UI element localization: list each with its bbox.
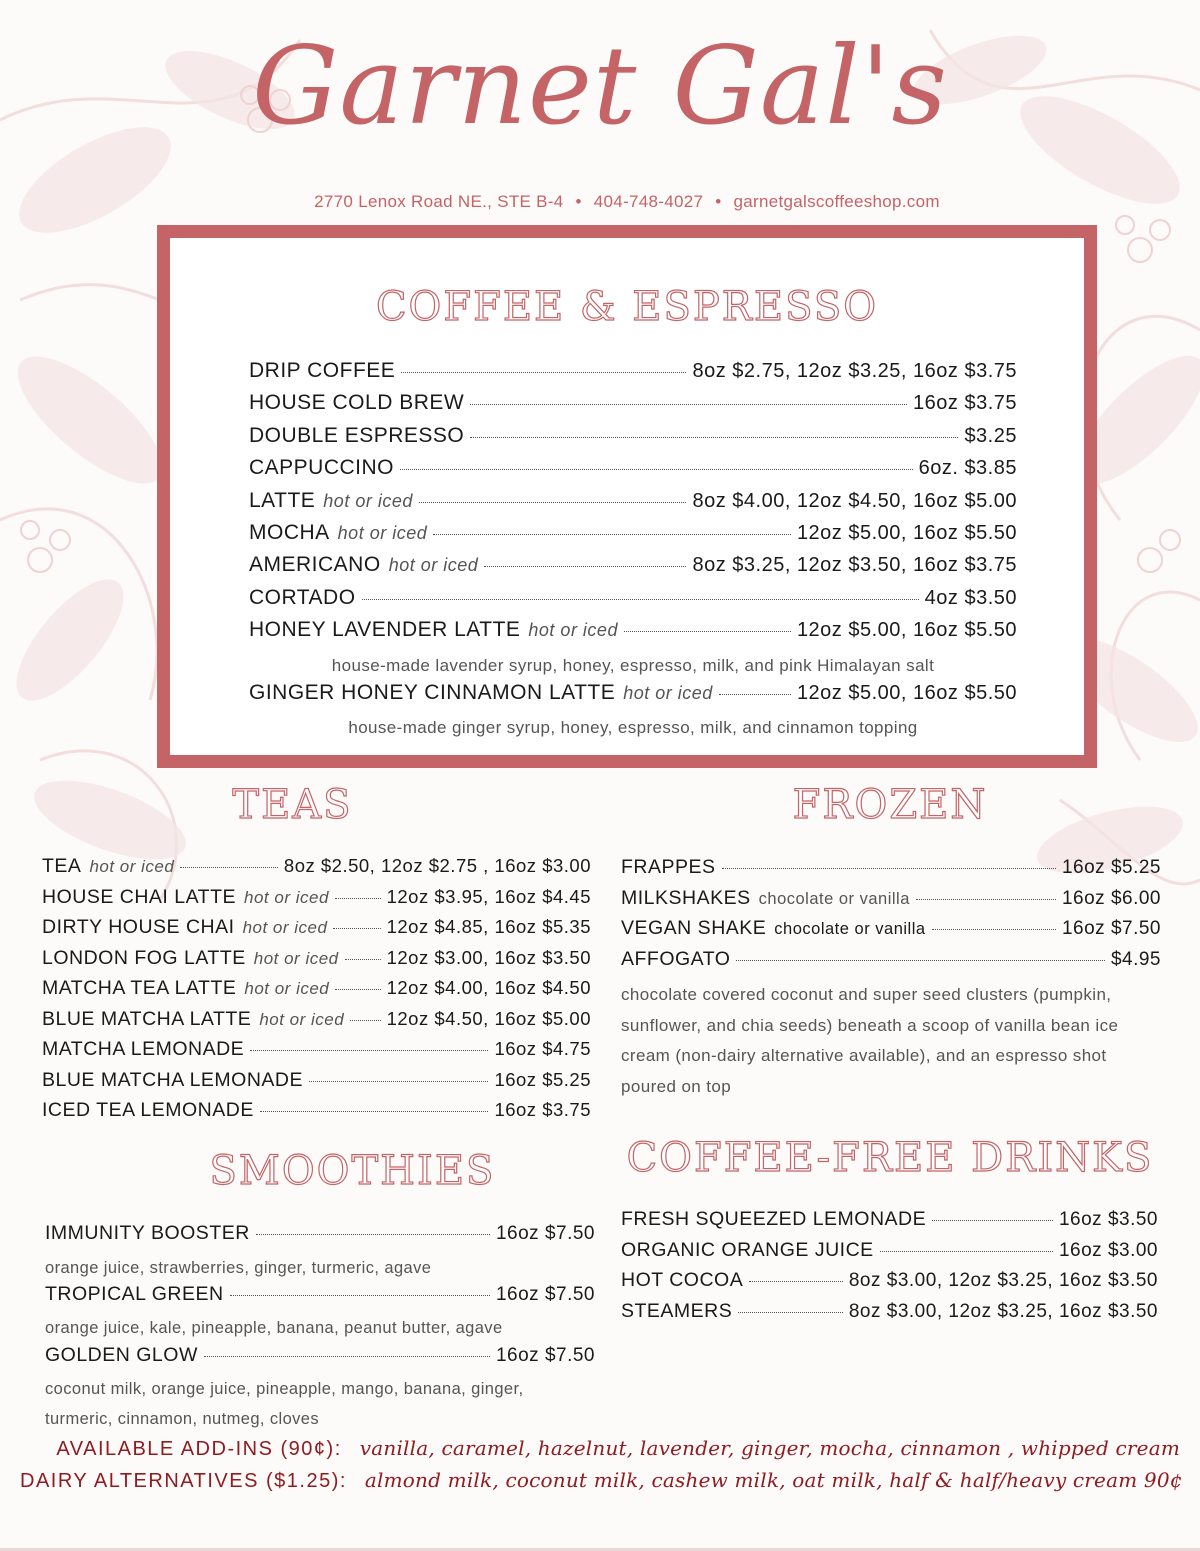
dairy-line <box>20 1468 1183 1500</box>
item-name: AMERICANO <box>249 553 381 577</box>
item-description: house-made ginger syrup, honey, espresso, milk, and cinnamon topping <box>348 717 918 737</box>
item-note: hot or iced <box>337 522 428 543</box>
item-price: 8oz $3.00, 12oz $3.25, 16oz $3.50 <box>848 1270 1158 1291</box>
leader-dots <box>401 372 686 373</box>
item-name: ICED TEA LEMONADE <box>42 1099 254 1121</box>
item-name: MILKSHAKES <box>621 886 751 909</box>
item-price: 8oz $2.50, 12oz $2.75 , 16oz $3.00 <box>283 855 591 876</box>
leader-dots <box>419 502 687 503</box>
item-price: 16oz $5.25 <box>494 1068 591 1090</box>
leader-dots <box>335 989 380 990</box>
smoothies-section-title: SMOOTHIES <box>209 1148 496 1194</box>
item-name: CORTADO <box>249 585 356 609</box>
item-name: TEA <box>42 855 82 877</box>
menu-item <box>621 1239 1158 1270</box>
item-name: ORGANIC ORANGE JUICE <box>621 1238 874 1261</box>
item-note: hot or iced <box>323 490 413 511</box>
item-price: 16oz $7.50 <box>495 1223 595 1244</box>
item-description: coconut milk, orange juice, pineapple, mango, banana, ginger, turmeric, cinnamon, nutmeg, cloves <box>45 1380 524 1429</box>
menu-item <box>621 856 1161 887</box>
item-name: HONEY LAVENDER LATTE <box>249 618 521 642</box>
addins-label: AVAILABLE ADD-INS (90¢): <box>56 1438 342 1460</box>
item-description: chocolate covered coconut and super seed clusters (pumpkin, sunflower, and chia seeds) beneath a scoop of vanilla bean ice cream (non-dairy alternative available), and an espresso shot poured on top <box>621 985 1119 1096</box>
item-note: chocolate or vanilla <box>758 889 910 908</box>
item-price: 16oz $4.75 <box>494 1038 591 1059</box>
menu-item <box>45 1344 595 1375</box>
menu-item <box>42 977 591 1008</box>
menu-item <box>42 1069 591 1100</box>
addins-value: vanilla, caramel, hazelnut, lavender, ginger, mocha, cinnamon , whipped cream <box>359 1436 1180 1460</box>
smoothies-list <box>45 1222 595 1435</box>
menu-item <box>621 887 1161 918</box>
menu-item <box>249 521 1017 553</box>
item-price: 16oz $3.00 <box>1058 1239 1158 1261</box>
addins-footer <box>20 1436 1183 1500</box>
menu-item <box>249 553 1017 585</box>
separator-dot: • <box>715 192 722 211</box>
leader-dots <box>932 1220 1053 1221</box>
dairy-label: DAIRY ALTERNATIVES ($1.25): <box>20 1470 347 1492</box>
leader-dots <box>309 1081 488 1082</box>
dairy-value: almond milk, coconut milk, cashew milk, oat milk, half & half/heavy cream 90¢ <box>364 1468 1183 1492</box>
shop-title: Garnet Gal's <box>252 24 948 149</box>
menu-item <box>621 948 1161 979</box>
item-price: 12oz $5.00, 16oz $5.50 <box>796 521 1017 544</box>
item-name: DRIP COFFEE <box>249 359 396 382</box>
item-price: 8oz $2.75, 12oz $3.25, 16oz $3.75 <box>692 360 1017 382</box>
address: 2770 Lenox Road NE., STE B-4 <box>314 192 564 211</box>
menu-item <box>249 424 1017 456</box>
coffee-espresso-panel <box>157 225 1097 768</box>
menu-item <box>42 916 591 947</box>
item-price: 12oz $4.50, 16oz $5.00 <box>386 1007 591 1029</box>
item-name: LONDON FOG LATTE <box>42 946 246 969</box>
item-price: 16oz $5.25 <box>1061 857 1161 878</box>
contact-line <box>0 192 1200 212</box>
item-name: FRAPPES <box>621 856 716 878</box>
item-price: 8oz $4.00, 12oz $4.50, 16oz $5.00 <box>692 489 1017 512</box>
item-price: 4oz $3.50 <box>924 586 1017 609</box>
frozen-section-title: FROZEN <box>792 782 988 828</box>
coffee-free-list <box>621 1208 1158 1330</box>
item-note: hot or iced <box>388 555 479 576</box>
teas-list <box>42 855 591 1130</box>
leader-dots <box>738 1312 843 1313</box>
item-name: BLUE MATCHA LATTE <box>42 1007 252 1030</box>
coffee-section-title: COFFEE & ESPRESSO <box>375 284 879 330</box>
item-name: CAPPUCCINO <box>249 456 395 480</box>
menu-item <box>249 618 1017 650</box>
menu-item <box>45 1283 595 1314</box>
menu-item <box>42 1099 591 1130</box>
coffee-free-section-title: COFFEE-FREE DRINKS <box>626 1135 1154 1181</box>
item-note: hot or iced <box>253 948 339 968</box>
separator-dot: • <box>575 192 582 211</box>
item-name: HOT COCOA <box>621 1269 744 1291</box>
item-name: IMMUNITY BOOSTER <box>45 1222 250 1244</box>
menu-item <box>42 947 591 978</box>
item-price: 12oz $3.00, 16oz $3.50 <box>386 946 591 968</box>
item-price: 12oz $3.95, 16oz $4.45 <box>386 885 591 907</box>
item-name: FRESH SQUEEZED LEMONADE <box>621 1208 927 1230</box>
item-name: GOLDEN GLOW <box>45 1343 198 1366</box>
menu-item <box>621 1208 1158 1239</box>
leader-dots <box>335 898 381 899</box>
item-note: hot or iced <box>244 979 330 998</box>
item-price: $3.25 <box>964 424 1017 447</box>
item-note: hot or iced <box>244 887 329 907</box>
item-name: DOUBLE ESPRESSO <box>249 423 465 447</box>
leader-dots <box>256 1234 490 1235</box>
website: garnetgalscoffeeshop.com <box>733 192 940 211</box>
menu-item <box>42 1008 591 1039</box>
menu-item <box>249 489 1017 521</box>
item-note: hot or iced <box>259 1009 345 1029</box>
leader-dots <box>932 929 1056 930</box>
menu-item <box>249 391 1017 423</box>
item-name: MATCHA LEMONADE <box>42 1038 245 1060</box>
leader-dots <box>722 868 1056 869</box>
item-price: 16oz $3.75 <box>494 1099 591 1120</box>
item-name: VEGAN SHAKE <box>621 917 767 939</box>
leader-dots <box>180 867 278 868</box>
item-name: MOCHA <box>249 520 330 544</box>
item-name: HOUSE CHAI LATTE <box>42 885 237 908</box>
menu-item <box>621 917 1161 948</box>
item-price: 12oz $5.00, 16oz $5.50 <box>796 619 1017 642</box>
item-name: STEAMERS <box>621 1299 733 1322</box>
leader-dots <box>880 1251 1053 1252</box>
frozen-list <box>621 856 1161 1102</box>
item-price: 16oz $7.50 <box>495 1344 595 1366</box>
leader-dots <box>333 928 380 929</box>
item-price: 16oz $6.00 <box>1061 887 1161 909</box>
menu-item <box>249 359 1017 391</box>
coffee-list <box>249 359 1017 743</box>
menu-item <box>45 1222 595 1253</box>
leader-dots <box>736 960 1105 961</box>
item-note: hot or iced <box>528 620 618 641</box>
menu-item <box>42 886 591 917</box>
item-name: AFFOGATO <box>621 947 731 970</box>
leader-dots <box>916 899 1056 900</box>
item-description: orange juice, strawberries, ginger, turmeric, agave <box>45 1258 432 1277</box>
leader-dots <box>749 1281 843 1282</box>
item-price: 8oz $3.25, 12oz $3.50, 16oz $3.75 <box>692 554 1017 577</box>
leader-dots <box>400 469 913 470</box>
item-price: 6oz. $3.85 <box>918 457 1017 480</box>
item-description: orange juice, kale, pineapple, banana, peanut butter, agave <box>45 1319 503 1338</box>
item-price: 16oz $3.50 <box>1058 1209 1158 1230</box>
leader-dots <box>362 599 919 600</box>
menu-item <box>42 855 591 886</box>
item-note: hot or iced <box>623 682 713 703</box>
menu-item <box>249 456 1017 488</box>
menu-item <box>621 1300 1158 1331</box>
leader-dots <box>204 1356 490 1357</box>
leader-dots <box>250 1050 488 1051</box>
leader-dots <box>433 534 791 535</box>
item-note: hot or iced <box>242 918 328 937</box>
item-name: GINGER HONEY CINNAMON LATTE <box>249 680 616 704</box>
item-price: $4.95 <box>1110 948 1161 970</box>
menu-item <box>249 586 1017 618</box>
leader-dots <box>350 1020 380 1021</box>
item-name: BLUE MATCHA LEMONADE <box>42 1068 304 1091</box>
item-price: 16oz $7.50 <box>495 1283 595 1305</box>
item-name: DIRTY HOUSE CHAI <box>42 916 235 938</box>
addins-line <box>20 1436 1180 1468</box>
item-name: TROPICAL GREEN <box>45 1282 224 1305</box>
item-note: hot or iced <box>89 857 175 876</box>
item-price: 16oz $3.75 <box>913 392 1017 415</box>
item-price: 8oz $3.00, 12oz $3.25, 16oz $3.50 <box>848 1300 1158 1322</box>
item-price: 12oz $4.85, 16oz $5.35 <box>386 916 591 937</box>
leader-dots <box>260 1111 489 1112</box>
teas-section-title: TEAS <box>232 782 353 828</box>
leader-dots <box>470 404 907 405</box>
item-price: 12oz $4.00, 16oz $4.50 <box>386 977 591 998</box>
leader-dots <box>484 566 686 567</box>
leader-dots <box>470 437 958 438</box>
item-description: house-made lavender syrup, honey, espresso, milk, and pink Himalayan salt <box>331 655 935 675</box>
leader-dots <box>719 694 791 695</box>
menu-item <box>42 1038 591 1069</box>
leader-dots <box>345 959 381 960</box>
item-name: LATTE <box>249 488 316 512</box>
item-price: 12oz $5.00, 16oz $5.50 <box>796 681 1017 704</box>
item-name: HOUSE COLD BREW <box>249 391 465 415</box>
menu-item <box>249 681 1017 713</box>
leader-dots <box>624 631 791 632</box>
item-name: MATCHA TEA LATTE <box>42 977 237 999</box>
item-price: 16oz $7.50 <box>1061 918 1161 939</box>
item-note: chocolate or vanilla <box>774 920 926 938</box>
phone: 404-748-4027 <box>593 192 704 211</box>
leader-dots <box>230 1295 490 1296</box>
menu-item <box>621 1269 1158 1300</box>
